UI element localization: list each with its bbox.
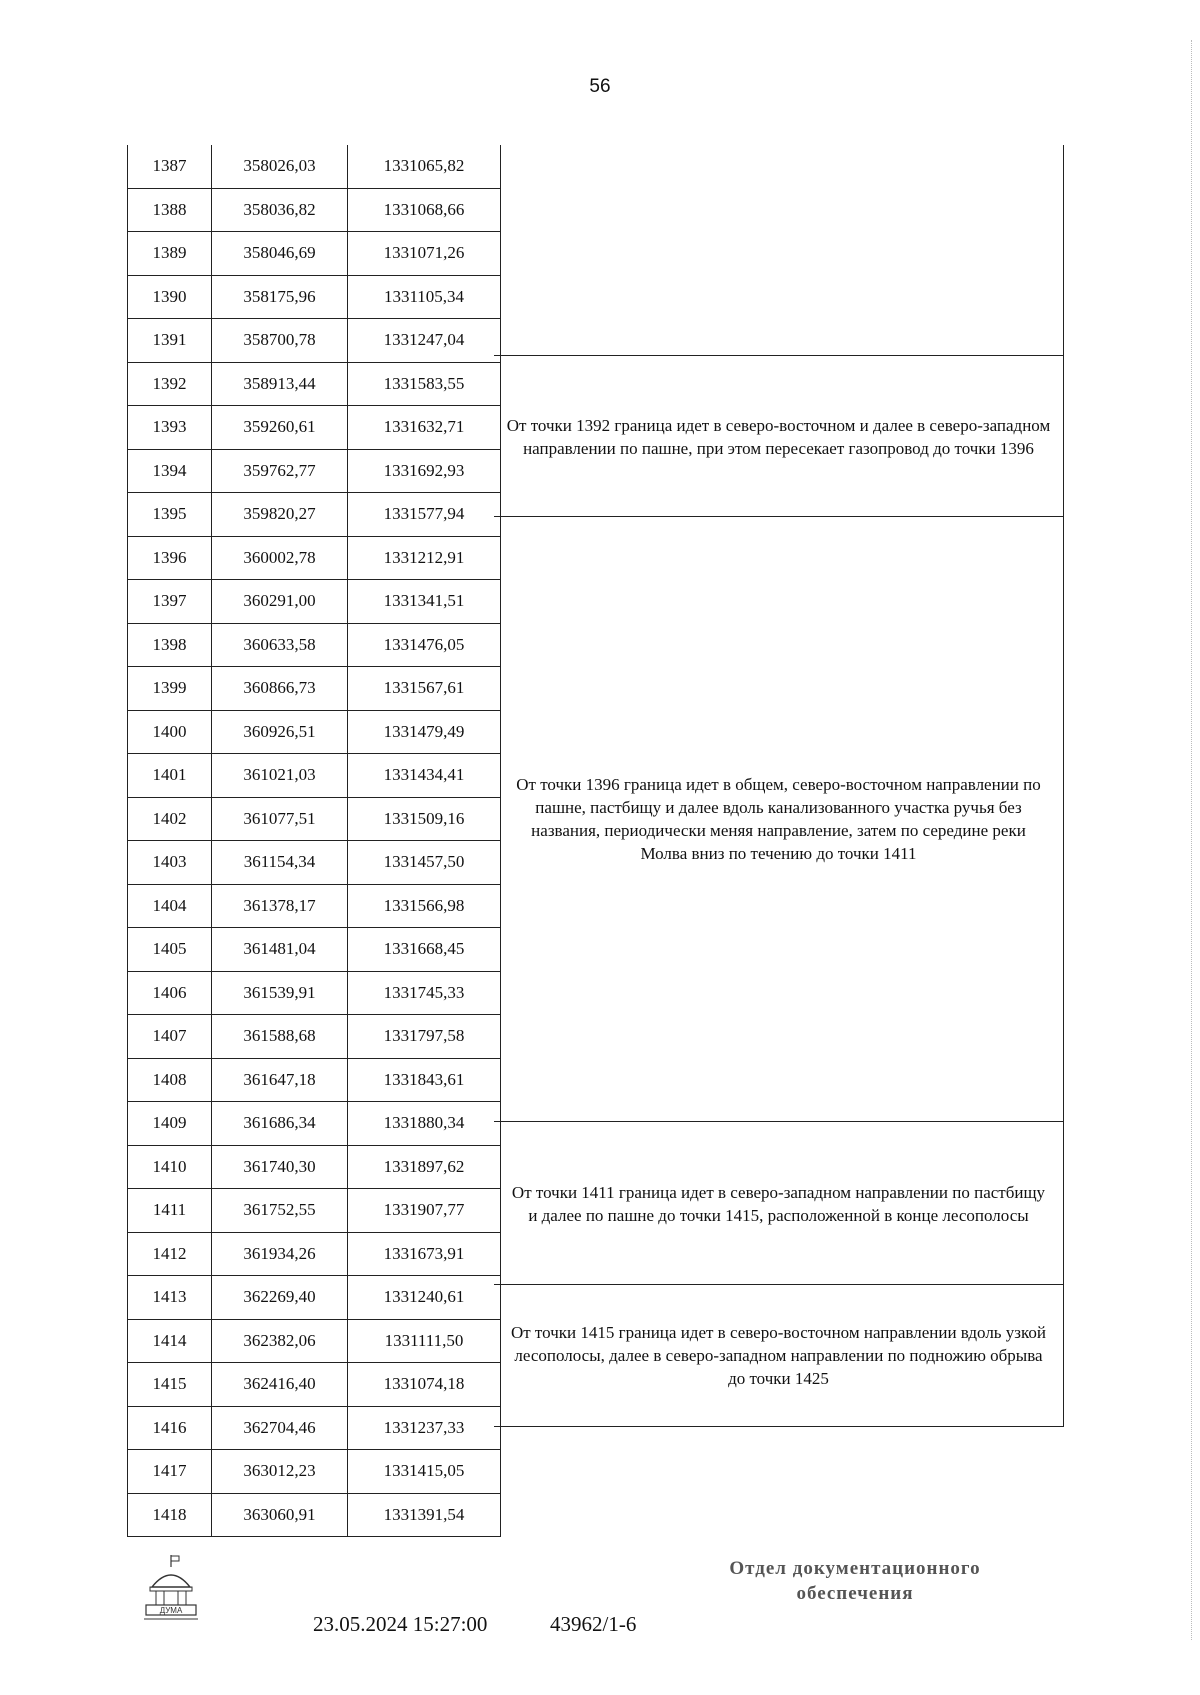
description-cell-4 xyxy=(494,1121,1064,1285)
y-coordinate-cell: 1331907,77 xyxy=(347,1189,501,1232)
y-coordinate-cell: 1331071,26 xyxy=(347,232,501,275)
point-number-cell: 1409 xyxy=(127,1102,211,1145)
description-text-2: От точки 1392 граница идет в северо-восточном и далее в северо-западном направлении по пашне, при этом пересекает газопровод до точки 1396 xyxy=(506,415,1051,458)
x-coordinate-cell: 361077,51 xyxy=(211,798,347,841)
x-coordinate-cell: 361647,18 xyxy=(211,1059,347,1102)
table-row xyxy=(127,1494,501,1538)
point-number-cell: 1417 xyxy=(127,1450,211,1493)
point-number-cell: 1395 xyxy=(127,493,211,536)
footer-date: 23.05.2024 15:27:00 xyxy=(313,1612,488,1636)
y-coordinate-cell: 1331457,50 xyxy=(347,841,501,884)
point-number-cell: 1389 xyxy=(127,232,211,275)
x-coordinate-cell: 361752,55 xyxy=(211,1189,347,1232)
y-coordinate-cell: 1331692,93 xyxy=(347,450,501,493)
x-coordinate-cell: 361934,26 xyxy=(211,1233,347,1276)
department-stamp xyxy=(690,1556,1020,1606)
table-row xyxy=(127,232,501,276)
x-coordinate-cell: 363060,91 xyxy=(211,1494,347,1537)
y-coordinate-cell: 1331509,16 xyxy=(347,798,501,841)
point-number-cell: 1403 xyxy=(127,841,211,884)
x-coordinate-cell: 360926,51 xyxy=(211,711,347,754)
y-coordinate-cell: 1331583,55 xyxy=(347,363,501,406)
y-coordinate-cell: 1331797,58 xyxy=(347,1015,501,1058)
x-coordinate-cell: 362704,46 xyxy=(211,1407,347,1450)
x-coordinate-cell: 361588,68 xyxy=(211,1015,347,1058)
x-coordinate-cell: 359820,27 xyxy=(211,493,347,536)
duma-logo xyxy=(140,1553,202,1623)
footer-document-code: 43962/1-6 xyxy=(550,1612,637,1636)
point-number-cell: 1396 xyxy=(127,537,211,580)
table-row xyxy=(127,711,501,755)
y-coordinate-cell: 1331880,34 xyxy=(347,1102,501,1145)
y-coordinate-cell: 1331668,45 xyxy=(347,928,501,971)
logo-text: ДУМА xyxy=(159,1606,183,1615)
y-coordinate-cell: 1331247,04 xyxy=(347,319,501,362)
table-row xyxy=(127,624,501,668)
table-row xyxy=(127,667,501,711)
y-coordinate-cell: 1331341,51 xyxy=(347,580,501,623)
table-row xyxy=(127,1363,501,1407)
stamp-line-1: Отдел документационного xyxy=(729,1558,981,1579)
y-coordinate-cell: 1331897,62 xyxy=(347,1146,501,1189)
table-row xyxy=(127,276,501,320)
x-coordinate-cell: 361481,04 xyxy=(211,928,347,971)
y-coordinate-cell: 1331074,18 xyxy=(347,1363,501,1406)
x-coordinate-cell: 358036,82 xyxy=(211,189,347,232)
table-row xyxy=(127,580,501,624)
point-number-cell: 1388 xyxy=(127,189,211,232)
x-coordinate-cell: 358913,44 xyxy=(211,363,347,406)
table-row xyxy=(127,1015,501,1059)
y-coordinate-cell: 1331566,98 xyxy=(347,885,501,928)
x-coordinate-cell: 358700,78 xyxy=(211,319,347,362)
point-number-cell: 1414 xyxy=(127,1320,211,1363)
table-row xyxy=(127,972,501,1016)
table-row xyxy=(127,928,501,972)
point-number-cell: 1401 xyxy=(127,754,211,797)
y-coordinate-cell: 1331479,49 xyxy=(347,711,501,754)
point-number-cell: 1408 xyxy=(127,1059,211,1102)
x-coordinate-cell: 358026,03 xyxy=(211,145,347,188)
y-coordinate-cell: 1331567,61 xyxy=(347,667,501,710)
point-number-cell: 1397 xyxy=(127,580,211,623)
stamp-line-2: обеспечения xyxy=(796,1583,914,1604)
point-number-cell: 1418 xyxy=(127,1494,211,1537)
table-row xyxy=(127,1233,501,1277)
point-number-cell: 1394 xyxy=(127,450,211,493)
x-coordinate-cell: 362416,40 xyxy=(211,1363,347,1406)
point-number-cell: 1410 xyxy=(127,1146,211,1189)
x-coordinate-cell: 360002,78 xyxy=(211,537,347,580)
y-coordinate-cell: 1331476,05 xyxy=(347,624,501,667)
x-coordinate-cell: 359762,77 xyxy=(211,450,347,493)
coordinates-table xyxy=(127,145,501,1537)
y-coordinate-cell: 1331068,66 xyxy=(347,189,501,232)
x-coordinate-cell: 361740,30 xyxy=(211,1146,347,1189)
point-number-cell: 1416 xyxy=(127,1407,211,1450)
table-row xyxy=(127,363,501,407)
point-number-cell: 1412 xyxy=(127,1233,211,1276)
table-row xyxy=(127,1407,501,1451)
x-coordinate-cell: 361021,03 xyxy=(211,754,347,797)
margin-scan-marks xyxy=(1185,40,1192,1640)
point-number-cell: 1392 xyxy=(127,363,211,406)
table-row xyxy=(127,1276,501,1320)
y-coordinate-cell: 1331240,61 xyxy=(347,1276,501,1319)
table-row xyxy=(127,493,501,537)
description-cell-2 xyxy=(494,355,1064,517)
table-row xyxy=(127,1146,501,1190)
point-number-cell: 1399 xyxy=(127,667,211,710)
point-number-cell: 1406 xyxy=(127,972,211,1015)
table-row xyxy=(127,145,501,189)
point-number-cell: 1390 xyxy=(127,276,211,319)
y-coordinate-cell: 1331111,50 xyxy=(347,1320,501,1363)
x-coordinate-cell: 361539,91 xyxy=(211,972,347,1015)
point-number-cell: 1391 xyxy=(127,319,211,362)
point-number-cell: 1407 xyxy=(127,1015,211,1058)
description-text-4: От точки 1411 граница идет в северо-западном направлении по пастбищу и далее по пашне до точки 1415, расположенной в конце лесополосы xyxy=(511,1182,1046,1225)
x-coordinate-cell: 361378,17 xyxy=(211,885,347,928)
table-row xyxy=(127,1102,501,1146)
point-number-cell: 1415 xyxy=(127,1363,211,1406)
point-number-cell: 1402 xyxy=(127,798,211,841)
y-coordinate-cell: 1331577,94 xyxy=(347,493,501,536)
point-number-cell: 1387 xyxy=(127,145,211,188)
y-coordinate-cell: 1331105,34 xyxy=(347,276,501,319)
x-coordinate-cell: 358046,69 xyxy=(211,232,347,275)
description-cell-5 xyxy=(494,1284,1064,1427)
y-coordinate-cell: 1331237,33 xyxy=(347,1407,501,1450)
page-number: 56 xyxy=(589,76,611,97)
x-coordinate-cell: 359260,61 xyxy=(211,406,347,449)
x-coordinate-cell: 360866,73 xyxy=(211,667,347,710)
x-coordinate-cell: 363012,23 xyxy=(211,1450,347,1493)
y-coordinate-cell: 1331065,82 xyxy=(347,145,501,188)
y-coordinate-cell: 1331843,61 xyxy=(347,1059,501,1102)
table-row xyxy=(127,841,501,885)
point-number-cell: 1405 xyxy=(127,928,211,971)
x-coordinate-cell: 362269,40 xyxy=(211,1276,347,1319)
table-row xyxy=(127,798,501,842)
point-number-cell: 1393 xyxy=(127,406,211,449)
table-row xyxy=(127,450,501,494)
table-row xyxy=(127,1189,501,1233)
x-coordinate-cell: 362382,06 xyxy=(211,1320,347,1363)
x-coordinate-cell: 360633,58 xyxy=(211,624,347,667)
point-number-cell: 1404 xyxy=(127,885,211,928)
y-coordinate-cell: 1331673,91 xyxy=(347,1233,501,1276)
point-number-cell: 1398 xyxy=(127,624,211,667)
table-row xyxy=(127,537,501,581)
table-row xyxy=(127,1059,501,1103)
table-row xyxy=(127,406,501,450)
y-coordinate-cell: 1331391,54 xyxy=(347,1494,501,1537)
y-coordinate-cell: 1331745,33 xyxy=(347,972,501,1015)
table-row xyxy=(127,189,501,233)
y-coordinate-cell: 1331632,71 xyxy=(347,406,501,449)
table-row xyxy=(127,319,501,363)
table-row xyxy=(127,1320,501,1364)
x-coordinate-cell: 361154,34 xyxy=(211,841,347,884)
y-coordinate-cell: 1331415,05 xyxy=(347,1450,501,1493)
point-number-cell: 1413 xyxy=(127,1276,211,1319)
x-coordinate-cell: 360291,00 xyxy=(211,580,347,623)
table-row xyxy=(127,885,501,929)
description-text-5: От точки 1415 граница идет в северо-восточном направлении вдоль узкой лесополосы, далее в северо-западном направлении по подножию обрыва до точки 1425 xyxy=(510,1323,1047,1388)
table-row xyxy=(127,754,501,798)
description-cell-3 xyxy=(494,516,1064,1121)
x-coordinate-cell: 361686,34 xyxy=(211,1102,347,1145)
point-number-cell: 1400 xyxy=(127,711,211,754)
y-coordinate-cell: 1331212,91 xyxy=(347,537,501,580)
x-coordinate-cell: 358175,96 xyxy=(211,276,347,319)
description-cell-1 xyxy=(494,145,1064,355)
description-text-3: От точки 1396 граница идет в общем, северо-восточном направлении по пашне, пастбищу и далее вдоль канализованного участка ручья без названия, периодически меняя направление, затем по середине реки Молва вниз по течению до точки 1411 xyxy=(516,775,1041,863)
y-coordinate-cell: 1331434,41 xyxy=(347,754,501,797)
point-number-cell: 1411 xyxy=(127,1189,211,1232)
table-row xyxy=(127,1450,501,1494)
